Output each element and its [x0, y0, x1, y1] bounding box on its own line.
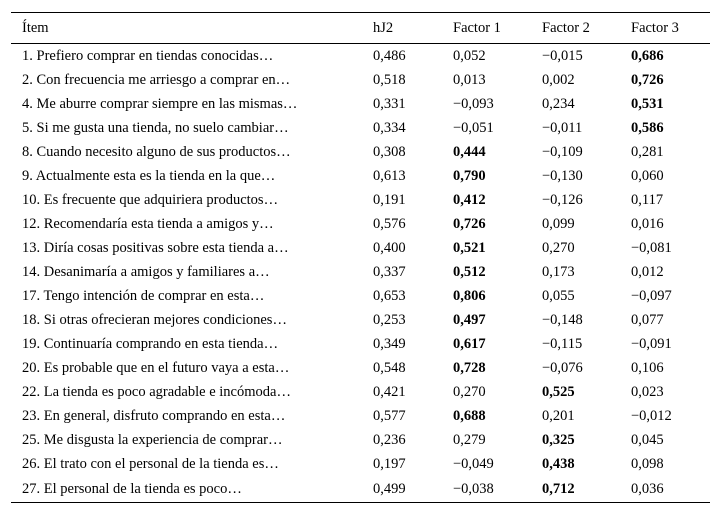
factor-loadings-table-container	[11, 12, 699, 503]
factor-1-cell: 0,726	[453, 215, 486, 232]
factor-2-cell: 0,325	[542, 431, 575, 448]
factor-3-cell: −0,081	[631, 239, 672, 256]
item-cell: 17. Tengo intención de comprar en esta…	[22, 287, 265, 304]
factor-3-cell: 0,586	[631, 119, 664, 136]
factor-3-cell: 0,077	[631, 311, 664, 328]
header-hj2: hJ2	[373, 13, 453, 44]
factor-1-cell: 0,270	[453, 383, 486, 400]
table-row	[11, 284, 710, 308]
factor-2-cell: −0,126	[542, 191, 583, 208]
item-cell: 5. Si me gusta una tienda, no suelo cambiar…	[22, 119, 289, 136]
factor-1-cell: −0,038	[453, 476, 542, 503]
table-row	[11, 452, 710, 476]
header-row	[11, 13, 710, 44]
factor-3-cell: 0,036	[631, 476, 710, 503]
hj2-cell: 0,499	[373, 476, 453, 503]
item-cell: 8. Cuando necesito alguno de sus productos…	[22, 143, 291, 160]
item-cell: 27. El personal de la tienda es poco…	[11, 476, 373, 503]
table-row	[11, 356, 710, 380]
hj2-cell: 0,548	[373, 359, 406, 376]
factor-loadings-table	[11, 12, 710, 503]
table-row	[11, 116, 710, 140]
table-row	[11, 236, 710, 260]
hj2-cell: 0,334	[373, 119, 406, 136]
hj2-cell: 0,337	[373, 263, 406, 280]
factor-1-cell: 0,728	[453, 359, 486, 376]
factor-2-cell: 0,002	[542, 71, 575, 88]
table-header	[11, 13, 710, 44]
hj2-cell: 0,486	[373, 47, 406, 64]
factor-1-cell: 0,497	[453, 311, 486, 328]
table-row	[11, 332, 710, 356]
item-cell: 2. Con frecuencia me arriesgo a comprar en…	[22, 71, 291, 88]
hj2-cell: 0,576	[373, 215, 406, 232]
item-cell: 20. Es probable que en el futuro vaya a esta…	[22, 359, 290, 376]
factor-3-cell: 0,281	[631, 143, 664, 160]
factor-3-cell: −0,091	[631, 335, 672, 352]
hj2-cell: 0,349	[373, 335, 406, 352]
factor-3-cell: −0,097	[631, 287, 672, 304]
factor-3-cell: 0,686	[631, 47, 664, 64]
factor-1-cell: 0,512	[453, 263, 486, 280]
factor-2-cell: −0,115	[542, 335, 583, 352]
factor-1-cell: 0,279	[453, 431, 486, 448]
table-row	[11, 164, 710, 188]
item-cell: 22. La tienda es poco agradable e incómoda…	[22, 383, 291, 400]
table-row	[11, 212, 710, 236]
factor-3-cell: 0,117	[631, 191, 664, 208]
hj2-cell: 0,613	[373, 167, 406, 184]
factor-3-cell: 0,023	[631, 383, 664, 400]
factor-3-cell: 0,045	[631, 431, 664, 448]
factor-2-cell: 0,438	[542, 455, 575, 472]
factor-1-cell: −0,093	[453, 95, 494, 112]
item-cell: 13. Diría cosas positivas sobre esta tienda a…	[22, 239, 289, 256]
factor-1-cell: 0,806	[453, 287, 486, 304]
factor-3-cell: 0,098	[631, 455, 664, 472]
factor-1-cell: −0,049	[453, 455, 494, 472]
item-cell: 18. Si otras ofrecieran mejores condiciones…	[22, 311, 287, 328]
factor-2-cell: −0,076	[542, 359, 583, 376]
hj2-cell: 0,197	[373, 455, 406, 472]
table-row	[11, 92, 710, 116]
factor-1-cell: 0,412	[453, 191, 486, 208]
hj2-cell: 0,577	[373, 407, 406, 424]
factor-2-cell: −0,148	[542, 311, 583, 328]
hj2-cell: 0,421	[373, 383, 406, 400]
factor-1-cell: 0,013	[453, 71, 486, 88]
item-cell: 14. Desanimaría a amigos y familiares a…	[22, 263, 270, 280]
factor-1-cell: 0,790	[453, 167, 486, 184]
item-cell: 4. Me aburre comprar siempre en las mismas…	[22, 95, 298, 112]
hj2-cell: 0,331	[373, 95, 406, 112]
factor-2-cell: −0,015	[542, 47, 583, 64]
table-body	[11, 44, 710, 503]
hj2-cell: 0,253	[373, 311, 406, 328]
factor-2-cell: 0,055	[542, 287, 575, 304]
table-row	[11, 476, 710, 503]
table-row	[11, 308, 710, 332]
header-factor-2: Factor 2	[542, 13, 631, 44]
item-cell: 26. El trato con el personal de la tienda es…	[22, 455, 279, 472]
factor-2-cell: −0,109	[542, 143, 583, 160]
factor-2-cell: 0,201	[542, 407, 575, 424]
factor-2-cell: 0,270	[542, 239, 575, 256]
hj2-cell: 0,653	[373, 287, 406, 304]
factor-2-cell: 0,173	[542, 263, 575, 280]
item-cell: 1. Prefiero comprar en tiendas conocidas…	[22, 47, 274, 64]
header-factor-3: Factor 3	[631, 13, 710, 44]
factor-2-cell: 0,234	[542, 95, 575, 112]
factor-1-cell: 0,444	[453, 143, 486, 160]
hj2-cell: 0,308	[373, 143, 406, 160]
hj2-cell: 0,191	[373, 191, 406, 208]
table-row	[11, 188, 710, 212]
factor-2-cell: 0,525	[542, 383, 575, 400]
factor-1-cell: 0,521	[453, 239, 486, 256]
factor-3-cell: −0,012	[631, 407, 672, 424]
item-cell: 25. Me disgusta la experiencia de comprar…	[22, 431, 283, 448]
factor-3-cell: 0,106	[631, 359, 664, 376]
item-cell: 23. En general, disfruto comprando en esta…	[22, 407, 286, 424]
hj2-cell: 0,400	[373, 239, 406, 256]
header-factor-1: Factor 1	[453, 13, 542, 44]
table-row	[11, 428, 710, 452]
item-cell: 19. Continuaría comprando en esta tienda…	[22, 335, 279, 352]
item-cell: 12. Recomendaría esta tienda a amigos y…	[22, 215, 274, 232]
table-row	[11, 44, 710, 69]
factor-2-cell: −0,011	[542, 119, 583, 136]
factor-3-cell: 0,726	[631, 71, 664, 88]
factor-3-cell: 0,012	[631, 263, 664, 280]
factor-2-cell: −0,130	[542, 167, 583, 184]
factor-3-cell: 0,060	[631, 167, 664, 184]
table-row	[11, 404, 710, 428]
factor-1-cell: 0,617	[453, 335, 486, 352]
hj2-cell: 0,236	[373, 431, 406, 448]
table-row	[11, 380, 710, 404]
item-cell: 9. Actualmente esta es la tienda en la que…	[22, 167, 276, 184]
factor-1-cell: −0,051	[453, 119, 494, 136]
header-item: Ítem	[11, 13, 373, 44]
factor-2-cell: 0,099	[542, 215, 575, 232]
factor-1-cell: 0,052	[453, 47, 486, 64]
table-row	[11, 260, 710, 284]
table-row	[11, 68, 710, 92]
table-row	[11, 140, 710, 164]
factor-2-cell: 0,712	[542, 476, 631, 503]
factor-3-cell: 0,531	[631, 95, 664, 112]
item-cell: 10. Es frecuente que adquiriera productos…	[22, 191, 279, 208]
hj2-cell: 0,518	[373, 71, 406, 88]
factor-3-cell: 0,016	[631, 215, 664, 232]
factor-1-cell: 0,688	[453, 407, 486, 424]
